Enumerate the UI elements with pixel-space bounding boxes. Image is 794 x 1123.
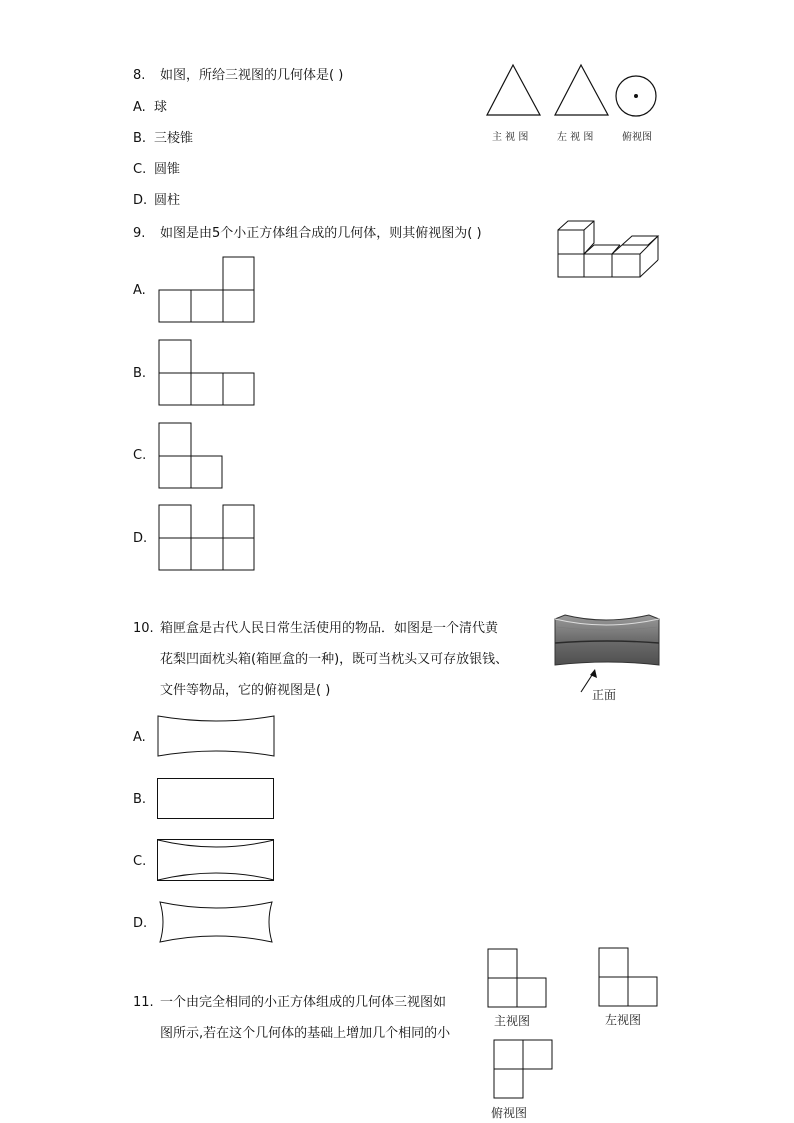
q8-option-a-label: A. <box>133 100 146 115</box>
q10-option-d-label: D. <box>133 916 148 931</box>
q9-cube-solid-figure <box>556 219 662 279</box>
q8-option-c-text: 圆锥 <box>154 162 181 177</box>
q9-option-d-label: D. <box>133 531 148 546</box>
q10-option-c-label: C. <box>133 854 147 869</box>
q9-option-a-label: A. <box>133 283 146 298</box>
q10-option-a-shape <box>156 714 278 760</box>
q10-option-c-shape <box>156 838 278 884</box>
q8-top-view-circle <box>615 75 659 119</box>
q11-left-view-grid <box>598 947 660 1009</box>
q10-pillow-box-photo <box>553 613 661 673</box>
q8-stem: 如图，所给三视图的几何体是( ) <box>160 68 344 83</box>
q8-option-d-label: D. <box>133 193 148 208</box>
q8-number: 8. <box>133 68 146 83</box>
q8-option-c-label: C. <box>133 162 147 177</box>
q8-front-view-triangle <box>486 63 542 119</box>
q8-caption-top: 俯视图 <box>622 132 652 143</box>
q9-stem: 如图是由5个小正方体组合成的几何体，则其俯视图为( ) <box>160 226 482 241</box>
q10-photo-caption: 正面 <box>592 688 617 702</box>
q11-caption-top: 俯视图 <box>491 1106 528 1120</box>
q8-option-b-text: 三棱锥 <box>154 131 194 146</box>
q8-left-view-triangle <box>554 63 610 119</box>
q9-option-b-grid <box>158 339 256 407</box>
q9-option-d-grid <box>158 504 256 572</box>
q10-stem-line-3: 文件等物品，它的俯视图是( ) <box>160 683 331 698</box>
q10-stem-line-1: 箱匣盒是古代人民日常生活使用的物品．如图是一个清代黄 <box>160 621 499 636</box>
q10-stem-line-2: 花梨凹面枕头箱(箱匣盒的一种)，既可当枕头又可存放银钱、 <box>160 652 509 667</box>
q9-option-b-label: B. <box>133 366 147 381</box>
q10-number: 10. <box>133 621 154 636</box>
q8-option-d-text: 圆柱 <box>154 193 181 208</box>
q11-caption-front: 主视图 <box>494 1014 531 1028</box>
q11-caption-left: 左视图 <box>605 1013 642 1027</box>
q11-front-view-grid <box>487 948 549 1010</box>
q10-option-b-shape <box>156 777 276 821</box>
q11-top-view-grid <box>493 1039 555 1101</box>
q10-option-a-label: A. <box>133 730 146 745</box>
q8-caption-front: 主 视 图 <box>492 132 529 143</box>
q8-caption-left: 左 视 图 <box>557 132 594 143</box>
q11-number: 11. <box>133 995 154 1010</box>
q8-option-a-text: 球 <box>154 100 168 115</box>
q9-number: 9. <box>133 226 146 241</box>
q8-option-b-label: B. <box>133 131 147 146</box>
q9-option-a-grid <box>158 256 256 324</box>
q11-stem-line-2: 图所示,若在这个几何体的基础上增加几个相同的小 <box>160 1026 451 1041</box>
q9-option-c-grid <box>158 422 224 490</box>
q9-option-c-label: C. <box>133 448 147 463</box>
q10-option-b-label: B. <box>133 792 147 807</box>
q10-option-d-shape <box>156 900 278 946</box>
q11-stem-line-1: 一个由完全相同的小正方体组成的几何体三视图如 <box>160 995 447 1010</box>
